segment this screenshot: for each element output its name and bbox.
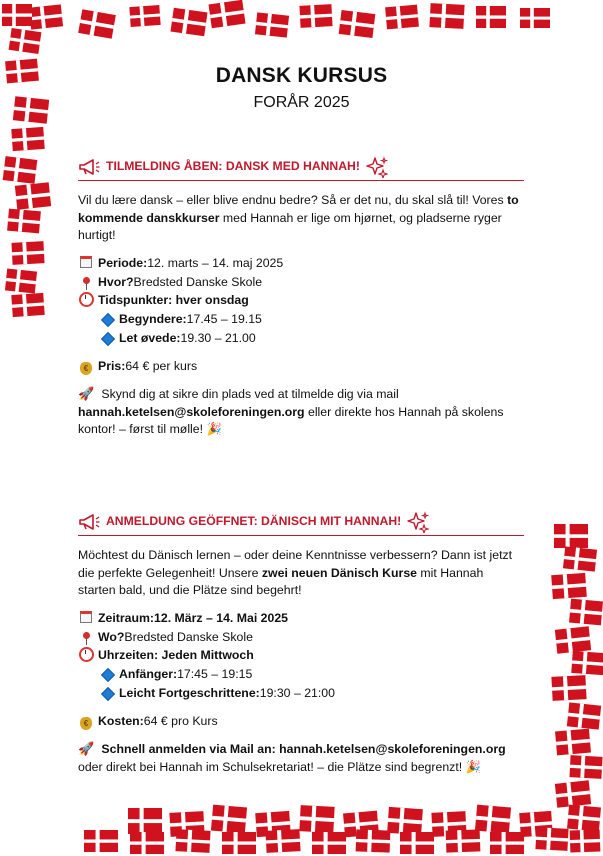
- danish-flag: [3, 156, 38, 184]
- german-where-value: Bredsted Danske Skole: [124, 629, 253, 644]
- page-title: DANSK KURSUS: [215, 64, 388, 87]
- danish-cta-text-2: eller direkte hos Hannah på skolens kontor! – først til mølle!: [78, 404, 504, 437]
- danish-intro-text-2: med Hannah er lige om hjørnet, og pladserne ryger hurtigt!: [78, 210, 502, 243]
- party-popper-icon: 🎉: [206, 422, 222, 437]
- pin-icon: [78, 275, 94, 291]
- danish-flag: [128, 808, 162, 834]
- danish-flag: [208, 0, 245, 28]
- german-level2-value: 19:30 – 21:00: [259, 685, 335, 700]
- danish-email-link[interactable]: hannah.ketelsen@skoleforeningen.org: [78, 404, 305, 419]
- blue-diamond-icon: [101, 331, 115, 345]
- sparkle-icon: [366, 156, 388, 178]
- german-where-row: [78, 628, 524, 647]
- german-level1-row: [78, 666, 524, 685]
- danish-heading-text: TILMELDING ÅBEN: DANSK MED HANNAH!: [106, 159, 360, 174]
- danish-flag: [339, 10, 376, 38]
- danish-flag: [569, 599, 603, 626]
- danish-intro-bold: to kommende danskkurser: [78, 193, 519, 225]
- danish-flag: [520, 8, 550, 28]
- danish-flag: [555, 780, 591, 807]
- blue-diamond-icon: [101, 313, 115, 327]
- german-level1-value: 17:45 – 19:15: [177, 667, 253, 682]
- danish-flag: [84, 830, 118, 852]
- danish-cta-text: Skynd dig at sikre din plads ved at tilmelde dig via mail: [98, 387, 399, 402]
- danish-flag: [571, 651, 603, 675]
- danish-flag: [29, 4, 63, 29]
- page-subtitle: FORÅR 2025: [253, 94, 350, 111]
- money-bag-icon: €: [78, 359, 94, 375]
- german-section-heading: [78, 509, 524, 536]
- german-price-label: Kosten:: [98, 714, 144, 729]
- danish-intro-text-1: Vil du lære dansk – eller blive endnu bedre? Så er det nu, du skal slå til! Vores: [78, 193, 508, 207]
- danish-flag: [490, 832, 524, 854]
- danish-flag: [15, 182, 51, 209]
- danish-flag: [11, 127, 44, 151]
- danish-flag: [446, 829, 481, 852]
- danish-level2-label: Let øvede:: [119, 330, 181, 345]
- german-price-value: 64 € pro Kurs: [143, 714, 218, 729]
- danish-price-row: [78, 358, 524, 377]
- danish-flag: [551, 573, 587, 599]
- danish-section-heading: [78, 154, 524, 181]
- megaphone-icon: [78, 159, 100, 175]
- german-heading-text: ANMELDUNG GEÖFFNET: DÄNISCH MIT HANNAH!: [106, 514, 402, 529]
- danish-flag: [570, 829, 601, 852]
- german-price-row: [78, 713, 524, 732]
- pin-icon: [78, 630, 94, 646]
- danish-level1-label: Begyndere:: [119, 312, 187, 327]
- danish-flag: [555, 626, 591, 653]
- german-cta-text: oder direkt bei Hannah im Schulsekretariat! – die Plätze sind begrenzt!: [78, 759, 466, 774]
- danish-flag: [211, 805, 247, 834]
- german-intro-text-1: Möchtest du Dänisch lernen – oder deine Kenntnisse verbessern? Dann ist jetzt die perfekte Gelegenheit! Unsere: [78, 548, 513, 580]
- danish-flag: [129, 5, 160, 27]
- german-cta: [78, 741, 524, 776]
- danish-flag: [78, 9, 116, 39]
- danish-period-row: [78, 255, 524, 274]
- danish-flag: [475, 805, 511, 834]
- blue-diamond-icon: [101, 668, 115, 682]
- calendar-icon: [78, 256, 94, 272]
- danish-flag: [555, 729, 591, 756]
- german-intro-text-2: mit Hannah starten bald, und die Plätze sind begehrt!: [78, 565, 484, 598]
- german-level2-label: Leicht Fortgeschrittene:: [119, 685, 260, 700]
- rocket-icon: 🚀: [78, 741, 95, 757]
- danish-cta: [78, 386, 524, 439]
- danish-times-row: [78, 292, 524, 311]
- danish-flag: [222, 832, 256, 854]
- danish-flag: [385, 5, 419, 30]
- danish-flag: [567, 805, 601, 832]
- german-where-label: Wo?: [98, 629, 125, 644]
- danish-where-value: Bredsted Danske Skole: [133, 274, 263, 289]
- danish-flag: [356, 829, 391, 852]
- danish-flag: [2, 4, 32, 26]
- danish-level1-row: [78, 311, 524, 330]
- danish-flag: [130, 832, 164, 854]
- danish-level2-value: 19.30 – 21.00: [180, 330, 256, 345]
- german-period-label: Zeitraum:: [98, 611, 155, 626]
- alarm-clock-icon: [78, 647, 94, 666]
- german-times-label: Uhrzeiten: Jeden Mittwoch: [98, 648, 254, 663]
- danish-flag: [535, 827, 568, 851]
- danish-where-label: Hvor?: [98, 274, 134, 289]
- danish-flag: [400, 832, 434, 854]
- danish-flag: [11, 293, 44, 317]
- danish-flag: [255, 12, 289, 37]
- danish-times-label: Tidspunkter: hver onsdag: [98, 293, 249, 308]
- danish-flag: [567, 702, 601, 729]
- german-section: [78, 509, 524, 776]
- danish-flag: [476, 6, 506, 28]
- danish-flag: [299, 805, 334, 833]
- german-intro-bold: zwei neuen Dänisch Kurse: [261, 565, 418, 580]
- alarm-clock-icon: [78, 292, 94, 311]
- danish-flag: [170, 8, 207, 36]
- blue-diamond-icon: [101, 686, 115, 700]
- danish-level1-value: 17.45 – 19.15: [186, 312, 262, 327]
- calendar-icon: [78, 611, 94, 627]
- party-popper-icon: 🎉: [465, 759, 481, 774]
- german-intro: [78, 547, 524, 600]
- danish-price-label: Pris:: [98, 359, 126, 374]
- danish-flag: [265, 829, 300, 853]
- danish-flag: [429, 3, 464, 29]
- german-email-link[interactable]: Schnell anmelden via Mail an: hannah.ketelsen@skoleforeningen.org: [98, 742, 506, 757]
- danish-flag: [11, 241, 44, 265]
- danish-flag: [551, 675, 586, 701]
- danish-flag: [312, 832, 346, 854]
- rocket-icon: 🚀: [78, 386, 95, 402]
- danish-flag: [554, 524, 588, 548]
- danish-where-row: [78, 273, 524, 292]
- danish-level2-row: [78, 329, 524, 348]
- danish-flag: [563, 546, 597, 571]
- danish-flag: [299, 4, 332, 28]
- danish-period-value: 12. marts – 14. maj 2025: [147, 256, 284, 271]
- danish-flag: [7, 209, 41, 234]
- danish-flag: [175, 829, 210, 853]
- megaphone-icon: [78, 514, 100, 530]
- money-bag-icon: €: [78, 714, 94, 730]
- german-times-row: [78, 647, 524, 666]
- sparkle-icon: [407, 511, 429, 533]
- danish-intro: [78, 192, 524, 245]
- german-level2-row: [78, 684, 524, 703]
- german-period-value: 12. März – 14. Mai 2025: [154, 611, 289, 626]
- danish-flag: [387, 807, 423, 835]
- german-level1-label: Anfänger:: [119, 667, 178, 682]
- danish-flag: [9, 28, 42, 54]
- danish-flag: [569, 755, 602, 779]
- danish-flag: [5, 268, 37, 293]
- danish-price-value: 64 € per kurs: [125, 359, 198, 374]
- german-period-row: [78, 610, 524, 629]
- danish-period-label: Periode:: [98, 256, 148, 271]
- danish-section: [78, 154, 524, 439]
